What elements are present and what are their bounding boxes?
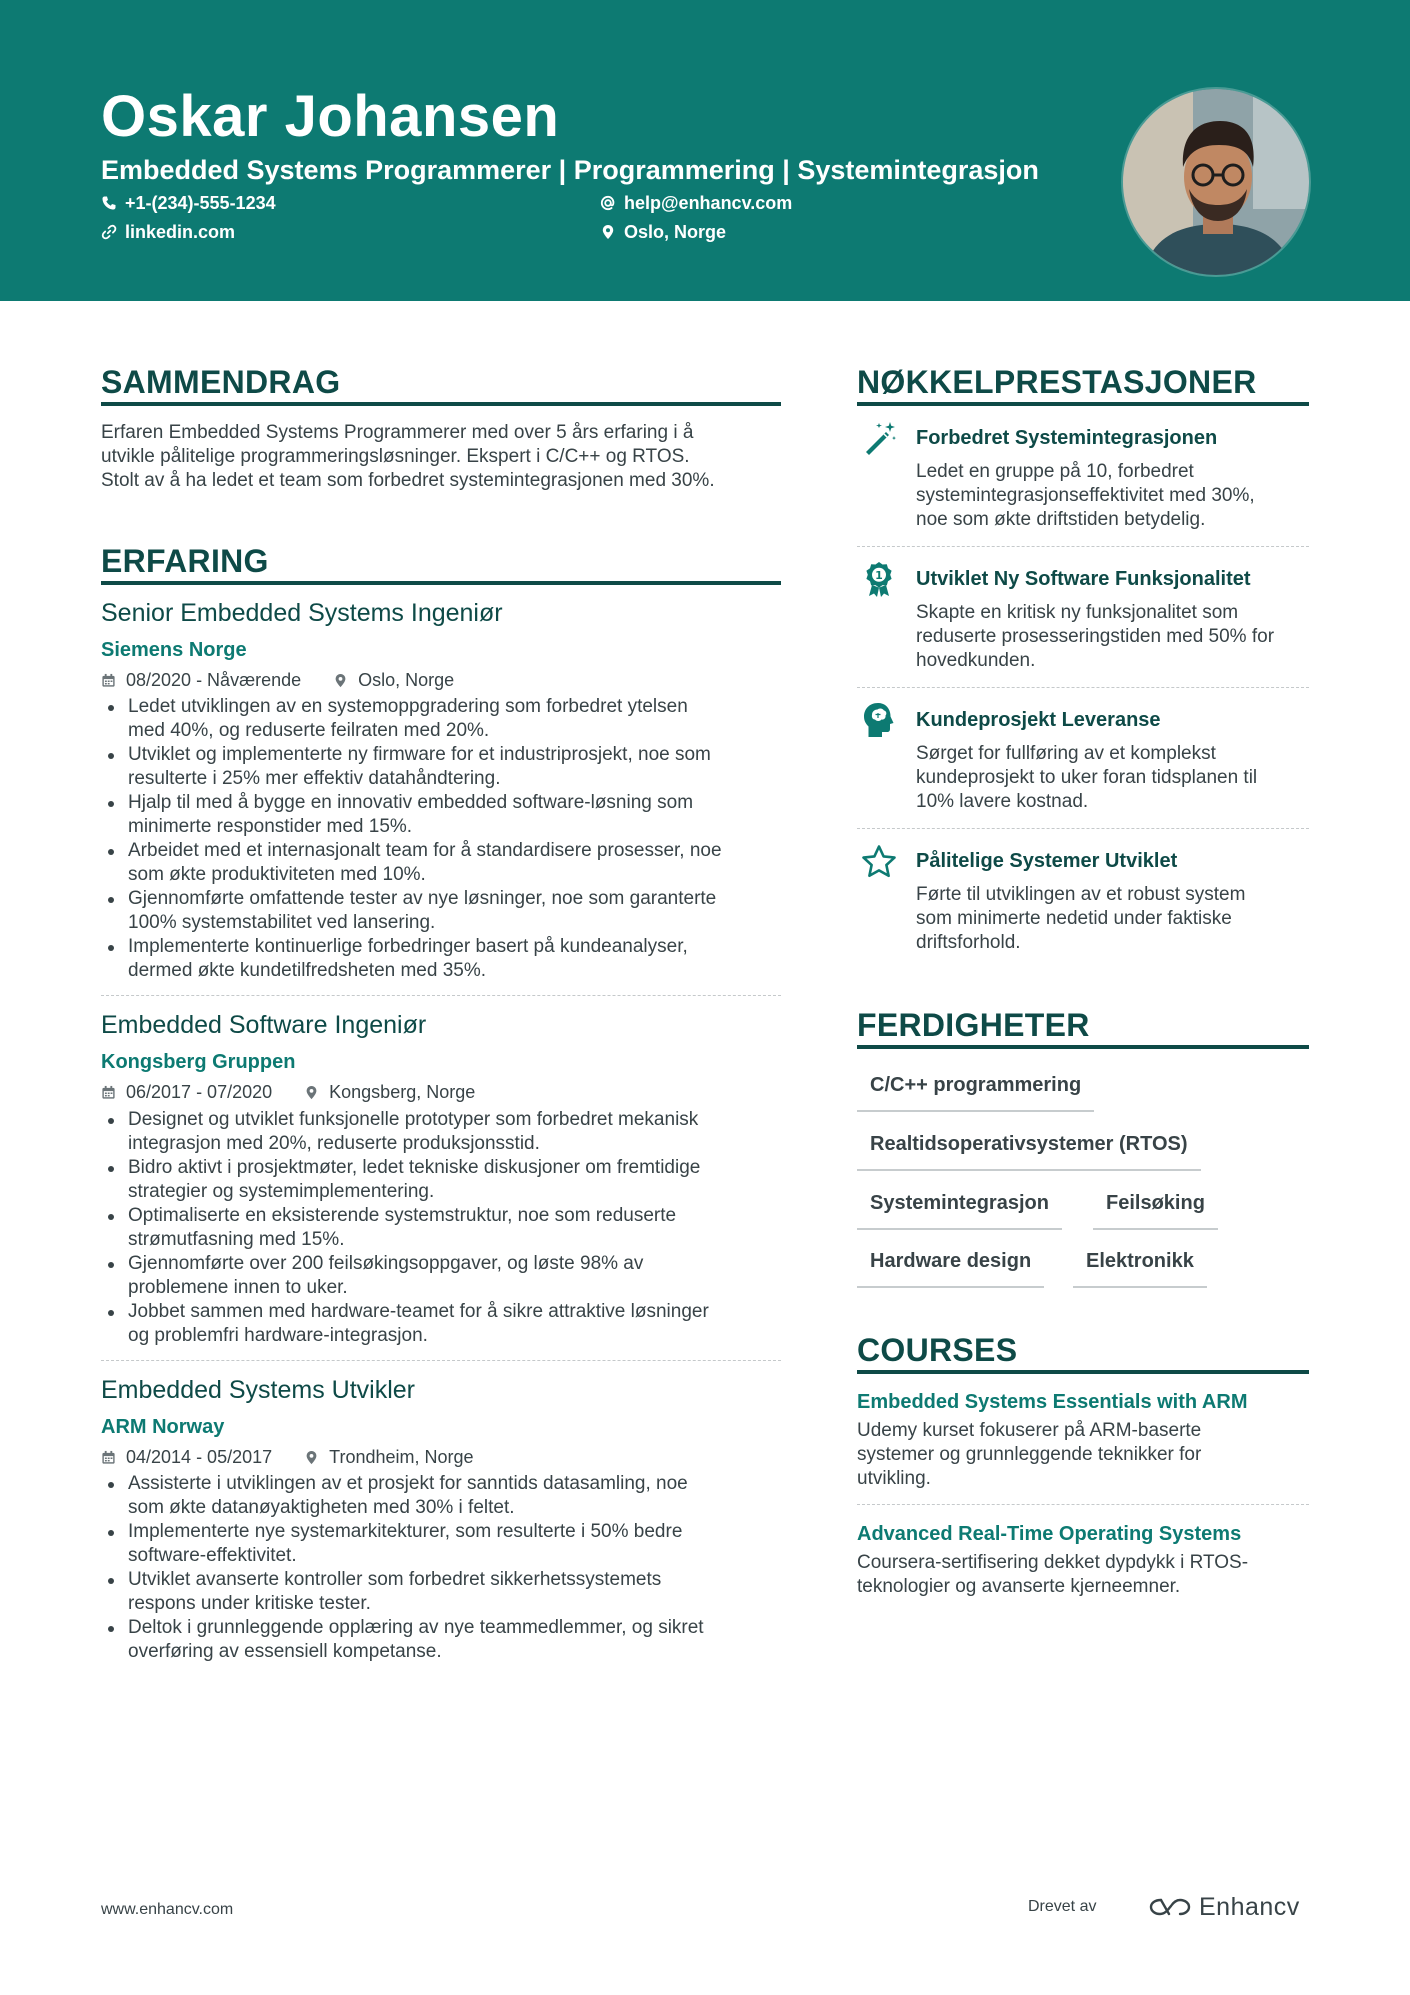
course-desc: Coursera-sertifisering dekket dypdykk i RTOS- teknologier og avanserte kjerneemner. <box>857 1552 1249 1597</box>
job-meta <box>101 668 454 692</box>
job-company: Siemens Norge <box>101 639 247 661</box>
divider <box>101 995 781 996</box>
list-item: Assisterte i utviklingen av et prosjekt for sanntids datasamling, noe som økte datanøyaktigheten med 30% i feltet. <box>101 1472 781 1520</box>
achievement-desc: Skapte en kritisk ny funksjonalitet som reduserte prosesseringstiden med 50% for hovedkunden. <box>916 602 1275 671</box>
list-item: Designet og utviklet funksjonelle prototyper som forbedret mekanisk integrasjon med 20%, reduserte produksjonsstid. <box>101 1108 781 1156</box>
profile-photo <box>1121 87 1311 277</box>
list-item: Gjennomførte omfattende tester av nye løsninger, noe som garanterte 100% systemstabilitet ved lansering. <box>101 887 781 935</box>
header-banner <box>0 0 1410 301</box>
candidate-subtitle: Embedded Systems Programmerer | Programmering | Systemintegrasjon <box>101 155 1039 185</box>
job-title: Embedded Systems Utvikler <box>101 1376 416 1404</box>
calendar-icon <box>101 673 116 688</box>
summary-line: Stolt av å ha ledet et team som forbedret systemintegrasjonen med 30%. <box>101 470 715 491</box>
svg-text:1: 1 <box>875 569 883 582</box>
star-icon <box>860 843 898 881</box>
list-item: Hjalp til med å bygge en innovativ embedded software-løsning som minimerte responstider med 15%. <box>101 791 781 839</box>
job-location: Kongsberg, Norge <box>329 1082 476 1102</box>
list-item: Implementerte kontinuerlige forbedringer basert på kundeanalyser, dermed økte kundetilfredsheten med 35%. <box>101 935 781 983</box>
contact-phone[interactable] <box>101 191 276 215</box>
divider <box>857 687 1309 688</box>
list-item: Utviklet og implementerte ny firmware for et industriprosjekt, noe som resulterte i 25% mer effektiv datahåndtering. <box>101 743 781 791</box>
at-sign-icon <box>600 195 616 211</box>
course-title: Embedded Systems Essentials with ARM <box>857 1391 1248 1413</box>
calendar-icon <box>101 1085 116 1100</box>
course-title: Advanced Real-Time Operating Systems <box>857 1523 1242 1545</box>
list-item: Utviklet avanserte kontroller som forbedret sikkerhetssystemets respons under kritiske tester. <box>101 1568 781 1616</box>
list-item: Ledet utviklingen av en systemoppgradering som forbedret ytelsen med 40%, og reduserte feilraten med 20%. <box>101 695 781 743</box>
summary-rule <box>101 402 781 406</box>
summary-text <box>101 421 715 493</box>
list-item: Implementerte nye systemarkitekturer, som resulterte i 50% bedre software-effektivitet. <box>101 1520 781 1568</box>
list-item: Gjennomførte over 200 feilsøkingsoppgaver, og løste 98% av problemene innen to uker. <box>101 1252 781 1300</box>
achievements-rule <box>857 402 1309 406</box>
summary-line: Erfaren Embedded Systems Programmerer med over 5 års erfaring i å <box>101 422 694 443</box>
job-bullets <box>101 695 781 983</box>
skill-tag: Systemintegrasjon <box>857 1190 1062 1230</box>
experience-heading: ERFARING <box>101 543 269 579</box>
email-text: help@enhancv.com <box>624 193 793 213</box>
calendar-icon <box>101 1450 116 1465</box>
list-item: Deltok i grunnleggende opplæring av nye teammedlemmer, og sikret overføring av essensiell kompetanse. <box>101 1616 781 1664</box>
phone-text: +1-(234)-555-1234 <box>125 193 276 213</box>
list-item: Optimaliserte en eksisterende systemstruktur, noe som reduserte strømutfasning med 15%. <box>101 1204 781 1252</box>
phone-icon <box>101 195 117 211</box>
achievement-title: Utviklet Ny Software Funksjonalitet <box>916 568 1251 590</box>
achievement-title: Pålitelige Systemer Utviklet <box>916 850 1178 872</box>
magic-wand-icon <box>860 419 898 457</box>
divider <box>857 828 1309 829</box>
job-bullets <box>101 1108 781 1348</box>
location-text: Oslo, Norge <box>624 222 727 242</box>
courses-heading: COURSES <box>857 1332 1018 1368</box>
divider <box>857 546 1309 547</box>
achievements-heading: NØKKELPRESTASJONER <box>857 364 1257 400</box>
course-desc: Udemy kurset fokuserer på ARM-baserte systemer og grunnleggende teknikker for utvikling. <box>857 1420 1202 1489</box>
achievement-desc: Sørget for fullføring av et komplekst kundeprosjekt to uker foran tidsplanen til 10% lavere kostnad. <box>916 743 1258 812</box>
achievement-title: Forbedret Systemintegrasjonen <box>916 427 1218 449</box>
list-item: Bidro aktivt i prosjektmøter, ledet tekniske diskusjoner om fremtidige strategier og systemimplementering. <box>101 1156 781 1204</box>
link-icon <box>101 224 117 240</box>
job-dates: 04/2014 - 05/2017 <box>126 1447 273 1467</box>
enhancv-logo-text: Enhancv <box>1199 1892 1300 1921</box>
job-title: Senior Embedded Systems Ingeniør <box>101 599 503 627</box>
job-dates: 06/2017 - 07/2020 <box>126 1082 273 1102</box>
candidate-name: Oskar Johansen <box>101 84 560 149</box>
summary-heading: SAMMENDRAG <box>101 364 341 400</box>
footer-powered-by: Drevet av <box>1028 1898 1097 1915</box>
experience-rule <box>101 581 781 585</box>
job-title: Embedded Software Ingeniør <box>101 1011 427 1039</box>
job-location: Trondheim, Norge <box>329 1447 474 1467</box>
award-ribbon-icon <box>860 560 898 598</box>
job-dates: 08/2020 - Nåværende <box>126 670 302 690</box>
linkedin-text: linkedin.com <box>125 222 236 242</box>
location-pin-icon <box>304 1085 319 1100</box>
job-company: Kongsberg Gruppen <box>101 1051 296 1073</box>
skills-rule <box>857 1045 1309 1049</box>
list-item: Jobbet sammen med hardware-teamet for å sikre attraktive løsninger og problemfri hardware-integrasjon. <box>101 1300 781 1348</box>
skill-tag: Feilsøking <box>1093 1190 1218 1230</box>
location-pin-icon <box>333 673 348 688</box>
skills-heading: FERDIGHETER <box>857 1007 1090 1043</box>
contact-linkedin[interactable] <box>101 220 235 244</box>
skill-tag: Realtidsoperativsystemer (RTOS) <box>857 1131 1201 1171</box>
enhancv-logo-icon <box>1147 1895 1193 1919</box>
job-bullets <box>101 1472 781 1664</box>
divider <box>101 1360 781 1361</box>
achievement-title: Kundeprosjekt Leveranse <box>916 709 1161 731</box>
skill-tag: Elektronikk <box>1073 1248 1207 1288</box>
divider <box>857 1504 1309 1505</box>
head-brain-icon <box>860 701 898 739</box>
achievement-desc: Ledet en gruppe på 10, forbedret systemintegrasjonseffektivitet med 30%, noe som økte driftstiden betydelig. <box>916 461 1255 530</box>
courses-rule <box>857 1370 1309 1374</box>
skill-tag: C/C++ programmering <box>857 1072 1094 1112</box>
achievement-desc: Førte til utviklingen av et robust system som minimerte nedetid under faktiske driftsforhold. <box>916 884 1246 953</box>
job-company: ARM Norway <box>101 1416 225 1438</box>
location-pin-icon <box>600 224 616 240</box>
summary-line: utvikle pålitelige programmeringsløsninger. Ekspert i C/C++ og RTOS. <box>101 446 690 467</box>
footer-url[interactable]: www.enhancv.com <box>101 1901 234 1918</box>
job-location: Oslo, Norge <box>358 670 455 690</box>
skill-tag: Hardware design <box>857 1248 1044 1288</box>
contact-location <box>600 220 726 244</box>
job-meta <box>101 1445 474 1469</box>
contact-email[interactable] <box>600 191 792 215</box>
enhancv-logo[interactable] <box>1147 1889 1300 1925</box>
location-pin-icon <box>304 1450 319 1465</box>
list-item: Arbeidet med et internasjonalt team for å standardisere prosesser, noe som økte produktiviteten med 10%. <box>101 839 781 887</box>
job-meta <box>101 1080 475 1104</box>
